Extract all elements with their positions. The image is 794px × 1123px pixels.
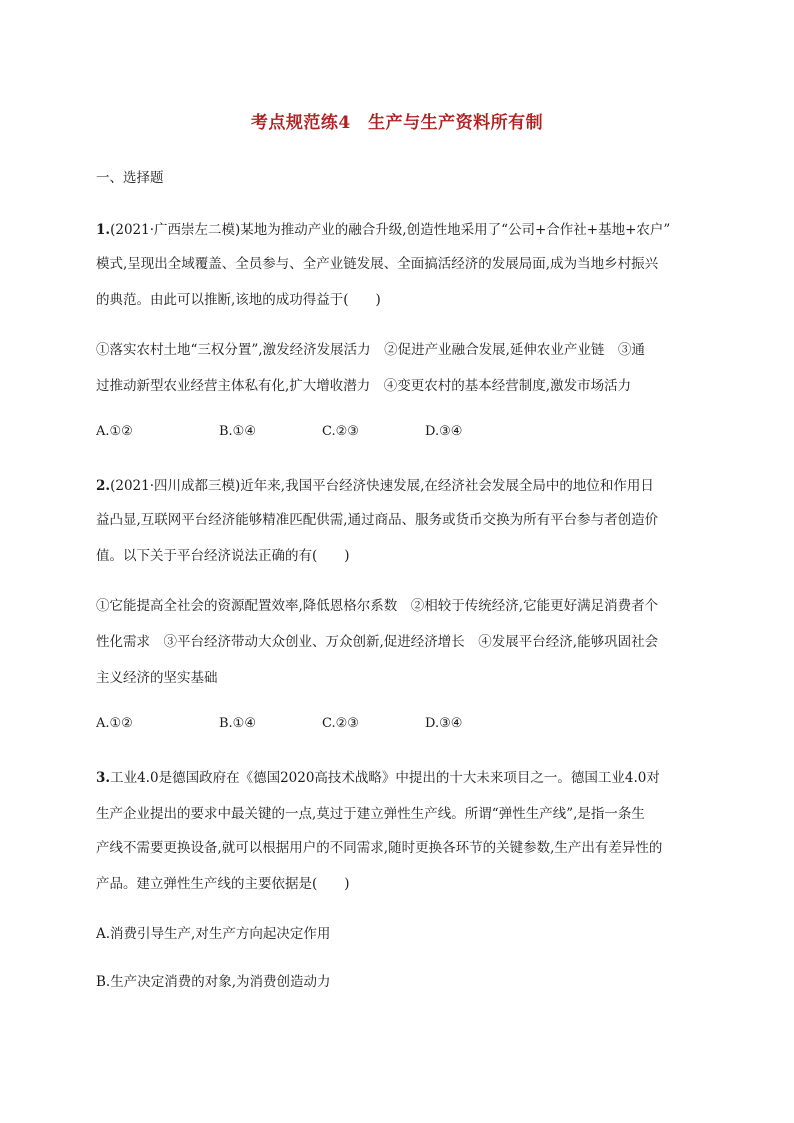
question-2-option-d[interactable]: D.③④ [425,716,463,731]
question-2-option-c[interactable]: C.②③ [322,716,359,731]
question-2-line-1 [96,474,654,494]
question-3-line-2: 生产企业提出的要求中最关键的一点,莫过于建立弹性生产线。所谓“弹性生产线”,是指一条生 [96,806,645,822]
question-1-line-2: 模式,呈现出全域覆盖、全员参与、全产业链发展、全面搞活经济的发展局面,成为当地乡村振兴 [96,256,659,272]
question-3-number: 3. [96,770,111,786]
question-1-option-c[interactable]: C.②③ [322,424,359,439]
question-2-option-a[interactable]: A.①② [96,716,133,731]
page-title: 考点规范练4 生产与生产资料所有制 [250,113,544,133]
question-2-option-b[interactable]: B.①④ [219,716,256,731]
question-2-number: 2. [96,478,111,494]
question-3-option-b[interactable]: B.生产决定消费的对象,为消费创造动力 [96,974,331,990]
question-1-statement-line-1: ①落实农村土地“三权分置”,激发经济发展活力 ②促进产业融合发展,延伸农业产业链 ③通 [96,342,645,358]
question-1-options [96,424,696,444]
question-1-text: (2021·广西崇左二模)某地为推动产业的融合升级,创造性地采用了“公司+合作社+基地+农户” [110,222,671,238]
question-3-line-4: 产品。建立弹性生产线的主要依据是( ) [96,876,350,892]
question-1-number: 1. [96,222,111,238]
section-heading: 一、选择题 [96,170,164,186]
question-1-option-b[interactable]: B.①④ [219,424,256,439]
question-2-text: (2021·四川成都三模)近年来,我国平台经济快速发展,在经济社会发展全局中的地位和作用日 [110,478,654,494]
question-1-statement-line-2: 过推动新型农业经营主体私有化,扩大增收潜力 ④变更农村的基本经营制度,激发市场活力 [96,378,632,394]
question-3-option-a[interactable]: A.消费引导生产,对生产方向起决定作用 [96,926,331,942]
question-2-line-2: 益凸显,互联网平台经济能够精准匹配供需,通过商品、服务或货币交换为所有平台参与者创造价 [96,512,659,528]
question-1-option-d[interactable]: D.③④ [425,424,463,439]
question-2-options [96,716,696,736]
question-1-option-a[interactable]: A.①② [96,424,133,439]
question-1-line-3: 的典范。由此可以推断,该地的成功得益于( ) [96,292,381,308]
question-3-line-3: 产线不需要更换设备,就可以根据用户的不同需求,随时更换各环节的关键参数,生产出有差异性的 [96,840,663,856]
question-3-text: 工业4.0是德国政府在《德国2020高技术战略》中提出的十大未来项目之一。德国工业4.0对 [110,770,660,786]
question-1-line-1 [96,218,670,238]
question-2-line-3: 值。以下关于平台经济说法正确的有( ) [96,548,350,564]
question-2-statement-line-2: 性化需求 ③平台经济带动大众创业、万众创新,促进经济增长 ④发展平台经济,能够巩固社会 [96,634,659,650]
question-3-line-1 [96,766,660,786]
question-2-statement-line-3: 主义经济的坚实基础 [96,670,218,686]
question-2-statement-line-1: ①它能提高全社会的资源配置效率,降低恩格尔系数 ②相较于传统经济,它能更好满足消费者个 [96,598,659,614]
